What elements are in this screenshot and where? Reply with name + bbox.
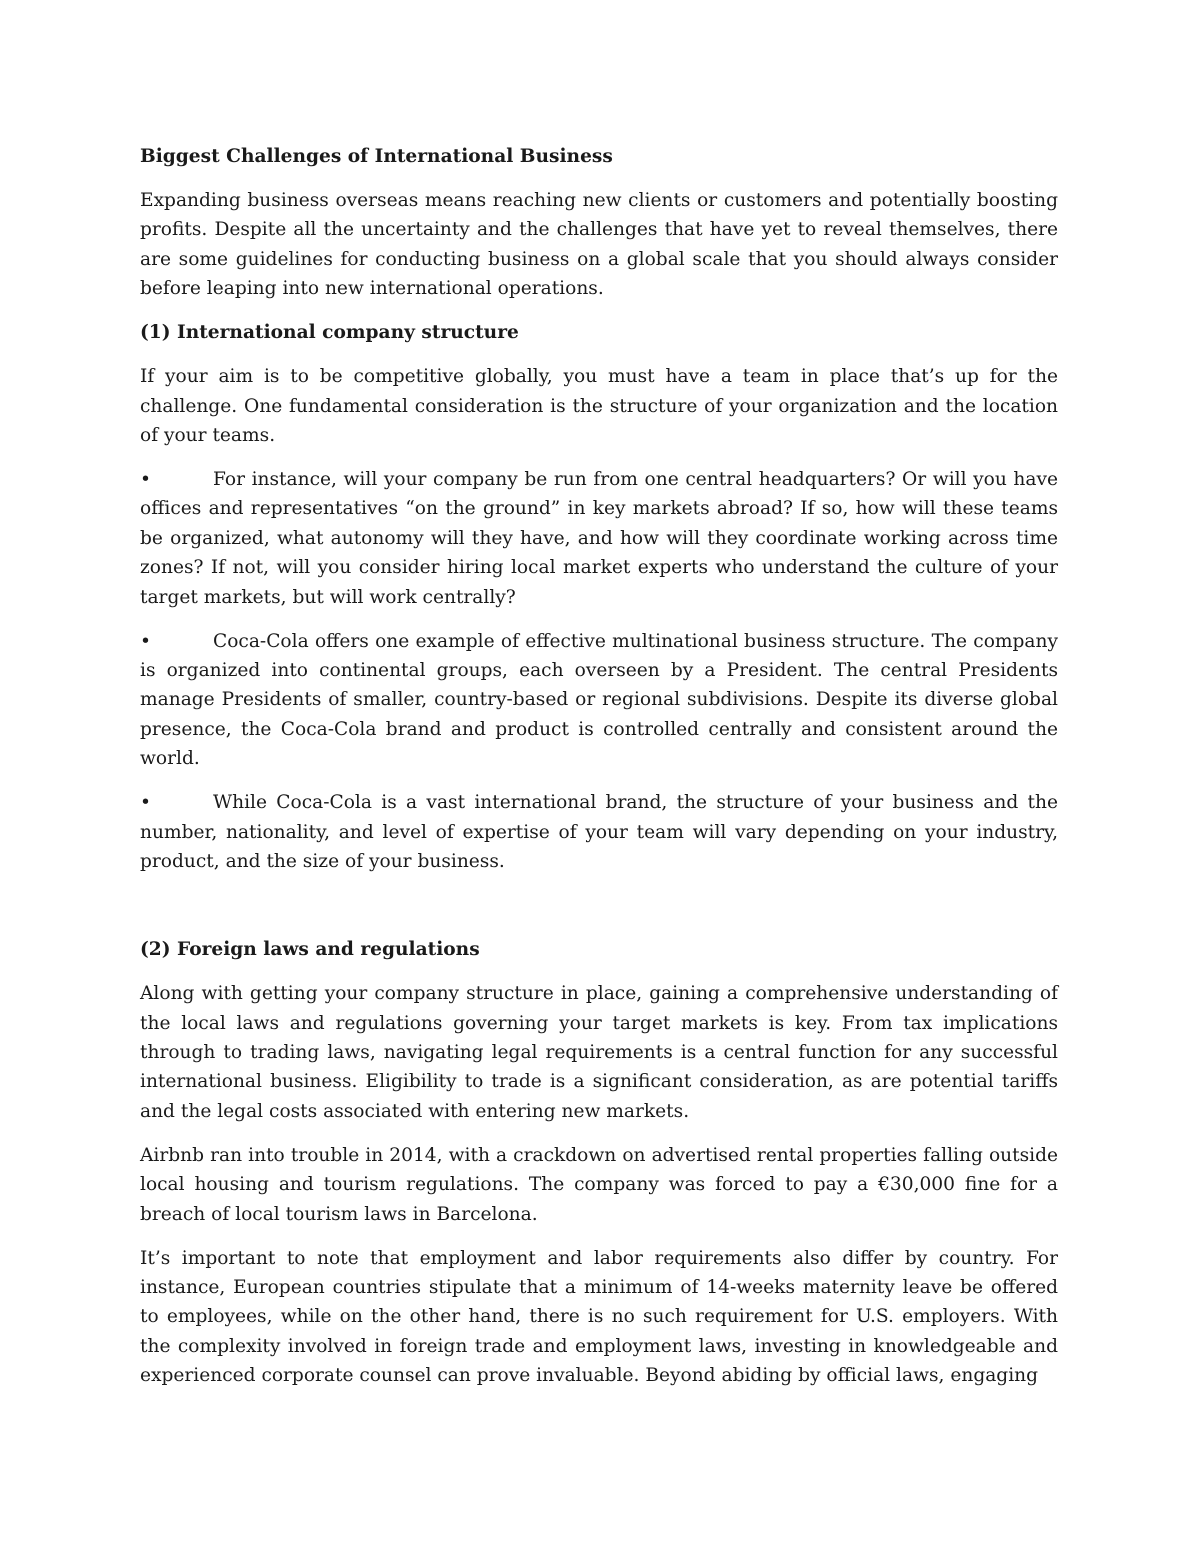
document-title: Biggest Challenges of International Business bbox=[140, 146, 613, 167]
section-1-paragraph: If your aim is to be competitive globally, you must have a team in place that’s up for the challenge. One fundamental consideration is the structure of your organization and the location of your teams. bbox=[140, 366, 1058, 447]
bullet-icon: • bbox=[140, 469, 151, 491]
bullet-text: Coca-Cola offers one example of effective multinational business structure. The company is organized into continental groups, each overseen by a President. The central Presidents manage Presidents of smaller, country-based or regional subdivisions. Despite its diverse global presence, the Coca-Cola brand and product is controlled centrally and consistent around the world. bbox=[140, 630, 1058, 770]
bullet-item bbox=[140, 465, 1058, 612]
bullet-item bbox=[140, 627, 1058, 774]
bullet-item bbox=[140, 788, 1058, 876]
blank-line bbox=[140, 891, 1058, 935]
document-page bbox=[140, 142, 1058, 1405]
intro-paragraph: Expanding business overseas means reaching new clients or customers and potentially boosting profits. Despite all the uncertainty and the challenges that have yet to reveal themselves, there are some guidelines for conducting business on a global scale that you should always consider before leaping into new international operations. bbox=[140, 190, 1058, 300]
bullet-text: For instance, will your company be run from one central headquarters? Or will you have offices and representatives “on the ground” in key markets abroad? If so, how will these teams be organized, what autonomy will they have, and how will they coordinate working across time zones? If not, will you consider hiring local market experts who understand the culture of your target markets, but will work centrally? bbox=[140, 469, 1058, 608]
section-2-paragraph: It’s important to note that employment and labor requirements also differ by country. For instance, European countries stipulate that a minimum of 14-weeks maternity leave be offered to employees, while on the other hand, there is no such requirement for U.S. employers. With the complexity involved in foreign trade and employment laws, investing in knowledgeable and experienced corporate counsel can prove invaluable. Beyond abiding by official laws, engaging bbox=[140, 1247, 1058, 1387]
bullet-text: While Coca-Cola is a vast international brand, the structure of your business and the number, nationality, and level of expertise of your team will vary depending on your industry, product, and the size of your business. bbox=[140, 792, 1058, 873]
bullet-icon: • bbox=[140, 630, 151, 652]
bullet-icon: • bbox=[140, 792, 151, 814]
section-2-paragraph: Airbnb ran into trouble in 2014, with a crackdown on advertised rental properties falling outside local housing and tourism regulations. The company was forced to pay a €30,000 fine for a breach of local tourism laws in Barcelona. bbox=[140, 1144, 1058, 1225]
section-2-heading: (2) Foreign laws and regulations bbox=[140, 939, 480, 961]
section-1-heading: (1) International company structure bbox=[140, 322, 519, 344]
section-2-paragraph: Along with getting your company structure in place, gaining a comprehensive understanding of the local laws and regulations governing your target markets is key. From tax implications through to trading laws, navigating legal requirements is a central function for any successful international business. Eligibility to trade is a significant consideration, as are potential tariffs and the legal costs associated with entering new markets. bbox=[140, 983, 1058, 1122]
